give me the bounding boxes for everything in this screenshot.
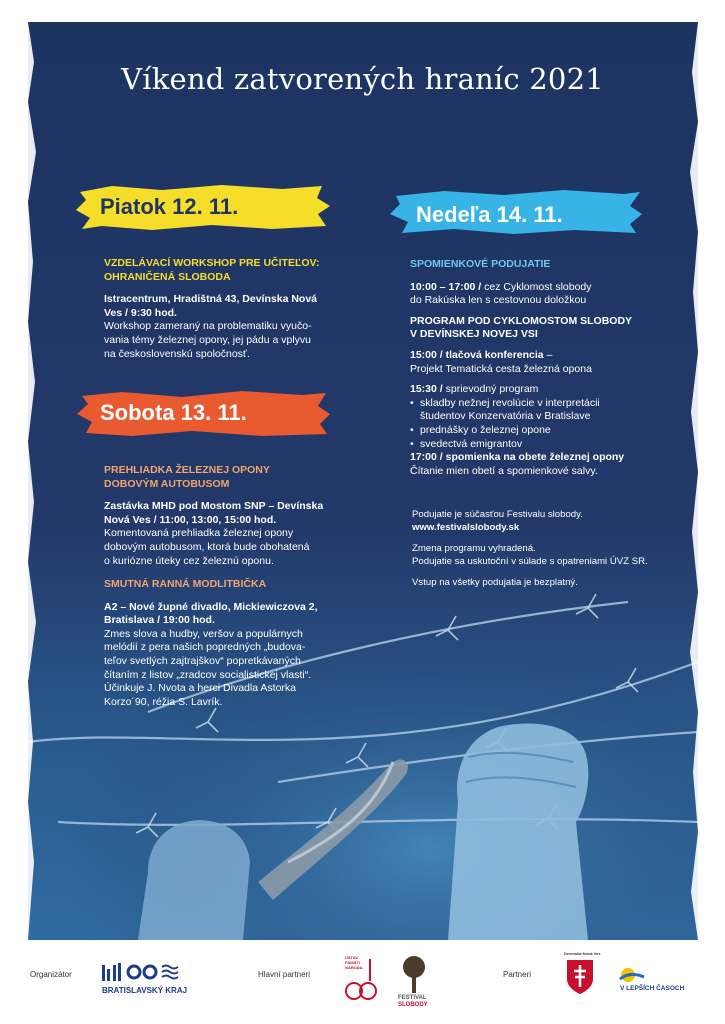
friday-place-line2: Ves / 9:30 hod. [104,306,177,319]
list-item: • svedectvá emigrantov [410,437,523,450]
bratislava-kraj-logo-icon [102,961,192,983]
sat1-place-line1: Zastávka MHD pod Mostom SNP – Devínska [104,500,324,513]
friday-event [104,257,354,361]
friday-heading-line1: VZDELÁVACÍ WORKSHOP PRE UČITEĽOV: [104,257,320,269]
friday-heading-line2: OHRANIČENÁ SLOBODA [104,270,231,283]
sun-heading2-line1: PROGRAM POD CYKLOMOSTOM SLOBODY [410,314,633,327]
list-item: • skladby nežnej revolúcie v interpretácii [410,396,600,409]
friday-place-line1: Istracentrum, Hradištná 43, Devínska Nová [104,293,318,306]
friday-desc-line1: Workshop zameraný na problematiku vyučo- [104,320,312,333]
main-partners-label: Hlavní partneri [258,970,311,979]
friday-desc-line3: na československú spoločnosť. [104,347,250,360]
sat1-heading-line2: DOBOVÝM AUTOBUSOM [104,477,230,490]
coat-of-arms-icon [566,959,594,995]
sun-heading2-line2: V DEVÍNSKEJ NOVEJ VSI [410,328,538,341]
note-change1: Zmena programu vyhradená. [412,543,536,555]
festival-logo-line2: SLOBODY [398,1002,428,1008]
sun-prog-time: 15:30 / [410,383,443,396]
dnv-logo-text: Devínska Nová Ves [564,951,601,956]
festival-logo [398,995,428,1009]
day-friday: Piatok 12. 11. [100,194,239,219]
sun-ride-line2: do Rakúska len s cestovnou doložkou [410,294,587,307]
note-free: Vstup na všetky podujatia je bezplatný. [412,577,578,589]
sun-ride-text: cez Cyklomost slobody [481,280,592,293]
lepsich-casoch-logo-text: V LEPŠÍCH ČASOCH [620,985,685,992]
sat1-desc-line2: dobovým autobusom, ktorá bude obohatená [104,540,310,553]
list-item: študentov Konzervatória v Bratislave [420,410,591,423]
sun-prog-text: sprievodný program [442,383,539,396]
festival-logo-line1: FESTIVAL [398,995,427,1001]
sun-conf-time: 15:00 / tlačová konferencia [410,348,544,361]
sun-conf-rest: – [543,348,553,361]
sat2-desc-line4: čítaním z listov „zradcov socialistickej vlasti“. [104,668,312,681]
festival-tree-icon [400,955,428,995]
day-saturday: Sobota 13. 11. [100,400,247,425]
sat1-desc-line1: Komentovaná prehliadka železnej opony [104,527,294,540]
sat2-desc-line5: Účinkuje J. Nvota a herci Divadla Astorka [104,682,296,695]
friday-desc-line2: vania témy železnej opony, jej pádu a vplyvu [104,333,312,346]
sat2-desc-line6: Korzo´90, réžia S. Lavrík. [104,695,223,708]
sat1-place-line2: Nová Ves / 11:00, 13:00, 15:00 hod. [104,513,277,526]
organizer-logo-text: BRATISLAVSKÝ KRAJ [102,986,188,995]
sat1-heading-line1: PREHLIADKA ŽELEZNEJ OPONY [104,464,270,476]
list-item: • prednášky o železnej opone [410,423,551,436]
sat2-desc-line1: Zmes slova a hudby, veršov a populárnych [104,627,303,640]
day-sunday: Nedeľa 14. 11. [416,202,563,227]
upn-logo-text: ÚSTAV PAMÄTI NÁRODA [345,955,363,970]
page-title: Víkend zatvorených hraníc 2021 [121,62,604,96]
festival-link[interactable]: www.festivalslobody.sk [412,521,520,533]
saturday-event-2 [104,578,364,709]
sun-logo-icon [618,965,646,983]
sat2-desc-line3: teľov svetlých zajtrajškov“ popretkávaných [104,654,301,667]
sun-heading1: SPOMIENKOVÉ PODUJATIE [410,258,551,270]
sat2-heading: SMUTNÁ RANNÁ MODLITBIČKA [104,578,267,590]
footer [0,945,725,1024]
partners-label: Partneri [503,970,532,979]
sat1-desc-line3: o kuriózne úteky cez železnú oponu. [104,554,274,567]
notes [412,509,682,590]
sun-conf-line2: Projekt Tematická cesta železná opona [410,362,592,375]
sat2-place-line1: A2 – Nové župné divadlo, Mickiewiczova 2, [104,600,318,613]
sun-ride-time: 10:00 – 17:00 / [410,280,482,293]
sun-memorial-line2: Čítanie mien obetí a spomienkové salvy. [410,464,598,477]
saturday-event-1 [104,464,364,568]
sunday-events [410,258,670,478]
note-part-of: Podujatie je súčasťou Festivalu slobody. [412,509,583,520]
organizer-label: Organizátor [30,970,72,979]
note-change2: Podujatie sa uskutoční v súlade s opatreniami ÚVZ SR. [412,555,648,567]
sat2-place-line2: Bratislava / 19:00 hod. [104,614,215,627]
sat2-desc-line2: melódií z pera našich popredných „budova- [104,641,306,654]
sun-memorial-line1: 17:00 / spomienka na obete železnej opony [410,451,625,464]
